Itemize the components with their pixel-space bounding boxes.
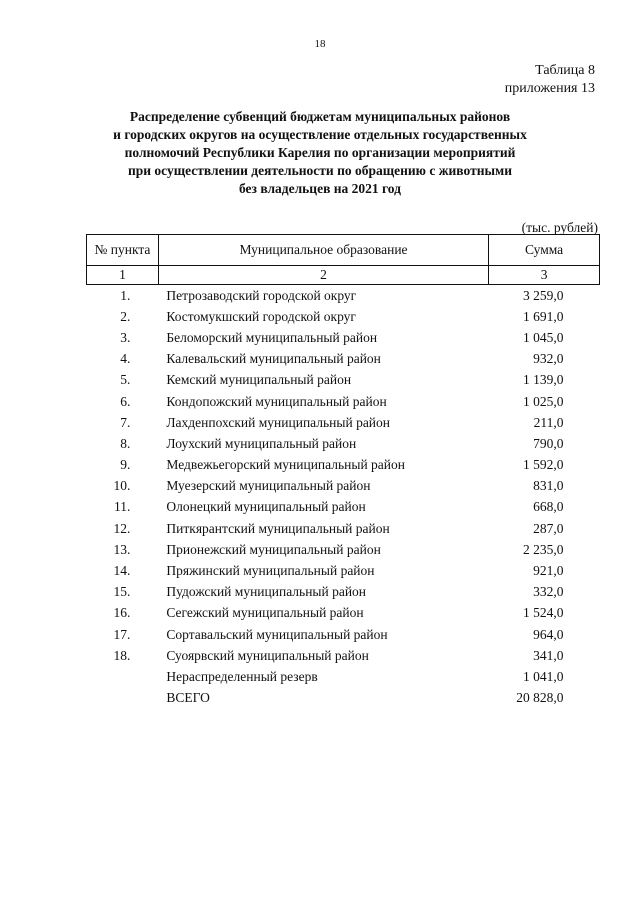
table-row: [87, 455, 600, 476]
table-row: [87, 412, 600, 433]
row-number: [87, 688, 159, 709]
row-number: 13.: [113, 541, 131, 557]
row-number: 8.: [120, 435, 131, 451]
municipality-name: Муезерский муниципальный район: [166, 478, 371, 494]
table-row: [87, 582, 600, 603]
row-sum: 831,0: [533, 478, 564, 494]
row-number: 17.: [113, 626, 131, 642]
row-number: 12.: [113, 520, 131, 536]
row-sum: 1 592,0: [523, 457, 564, 473]
row-number: 9.: [120, 457, 131, 473]
row-sum: 332,0: [533, 584, 564, 600]
municipality-name: Калевальский муниципальный район: [166, 351, 381, 367]
document-title: [60, 108, 580, 198]
table-reference: [505, 62, 595, 98]
row-number: 11.: [114, 499, 131, 515]
title-line: полномочий Республики Карелия по организации мероприятий: [124, 145, 516, 160]
municipality-name: Питкярантский муниципальный район: [166, 520, 390, 536]
table-row: [87, 688, 600, 709]
row-number: 16.: [113, 605, 131, 621]
table-ref-line-1: Таблица 8: [535, 63, 595, 78]
municipality-name: Лахденпохский муниципальный район: [166, 414, 391, 430]
municipality-name: Кемский муниципальный район: [166, 372, 352, 388]
table-row: [87, 603, 600, 624]
table-row: [87, 391, 600, 412]
row-number: 18.: [113, 647, 131, 663]
row-sum: 211,0: [533, 414, 564, 430]
municipality-name: Прионежский муниципальный район: [166, 541, 381, 557]
header-row: [87, 235, 600, 266]
municipality-name: ВСЕГО: [166, 690, 210, 706]
row-sum: 1 524,0: [523, 605, 564, 621]
table-row: [87, 306, 600, 327]
row-sum: 1 045,0: [523, 329, 564, 345]
column-number-row: [87, 266, 600, 285]
table-row: [87, 645, 600, 666]
table-row: [87, 666, 600, 687]
row-sum: 20 828,0: [516, 690, 564, 706]
row-sum: 964,0: [533, 626, 564, 642]
table-row: [87, 539, 600, 560]
row-sum: 1 041,0: [523, 668, 564, 684]
table-row: [87, 497, 600, 518]
column-number: 2: [158, 266, 488, 285]
municipality-name: Костомукшский городской округ: [166, 308, 356, 324]
row-sum: 921,0: [533, 563, 564, 579]
municipality-name: Пряжинский муниципальный район: [166, 563, 375, 579]
row-sum: 287,0: [533, 520, 564, 536]
column-number: 1: [87, 266, 159, 285]
units-label: (тыс. рублей): [521, 220, 598, 235]
row-number: 15.: [113, 584, 131, 600]
municipality-name: Лоухский муниципальный район: [166, 435, 357, 451]
municipality-name: Суоярвский муниципальный район: [166, 647, 369, 663]
row-sum: 1 025,0: [523, 393, 564, 409]
row-number: 1.: [120, 287, 131, 303]
municipality-name: Петрозаводский городской округ: [166, 287, 357, 303]
row-number: 3.: [120, 329, 131, 345]
municipality-name: Нераспределенный резерв: [166, 668, 318, 684]
row-number: 2.: [120, 308, 131, 324]
municipality-name: Сортавальский муниципальный район: [166, 626, 388, 642]
row-sum: 341,0: [533, 647, 564, 663]
column-header-municipality: Муниципальное образование: [158, 235, 488, 266]
row-sum: 1 691,0: [523, 308, 564, 324]
page-number: 18: [314, 38, 326, 50]
table-row: [87, 285, 600, 307]
subvention-table: [86, 234, 600, 709]
row-number: 14.: [113, 563, 131, 579]
table-row: [87, 433, 600, 454]
row-sum: 668,0: [533, 499, 564, 515]
municipality-name: Беломорский муниципальный район: [166, 329, 378, 345]
row-sum: 2 235,0: [523, 541, 564, 557]
municipality-name: Кондопожский муниципальный район: [166, 393, 387, 409]
row-sum: 932,0: [533, 351, 564, 367]
row-sum: 3 259,0: [523, 287, 564, 303]
table-row: [87, 327, 600, 348]
municipality-name: Пудожский муниципальный район: [166, 584, 367, 600]
row-sum: 1 139,0: [523, 372, 564, 388]
municipality-name: Сегежский муниципальный район: [166, 605, 364, 621]
title-line: и городских округов на осуществление отдельных государственных: [113, 127, 527, 142]
column-number: 3: [489, 266, 600, 285]
table-row: [87, 370, 600, 391]
column-header-number: № пункта: [87, 235, 159, 266]
row-number: 6.: [120, 393, 131, 409]
title-line: при осуществлении деятельности по обращению с животными: [127, 163, 512, 178]
table-row: [87, 349, 600, 370]
table-row: [87, 476, 600, 497]
municipality-name: Медвежьегорский муниципальный район: [166, 457, 405, 473]
table-body: [87, 285, 600, 709]
municipality-name: Олонецкий муниципальный район: [166, 499, 366, 515]
column-header-sum: Сумма: [489, 235, 600, 266]
row-number: 5.: [120, 372, 131, 388]
row-number: [87, 666, 159, 687]
table-row: [87, 518, 600, 539]
table-row: [87, 624, 600, 645]
row-number: 7.: [120, 414, 131, 430]
table-row: [87, 560, 600, 581]
title-line: Распределение субвенций бюджетам муниципальных районов: [129, 109, 511, 124]
row-number: 10.: [113, 478, 131, 494]
row-sum: 790,0: [533, 435, 564, 451]
row-number: 4.: [120, 351, 131, 367]
table-ref-line-2: приложения 13: [504, 81, 595, 96]
title-line: без владельцев на 2021 год: [238, 181, 402, 196]
